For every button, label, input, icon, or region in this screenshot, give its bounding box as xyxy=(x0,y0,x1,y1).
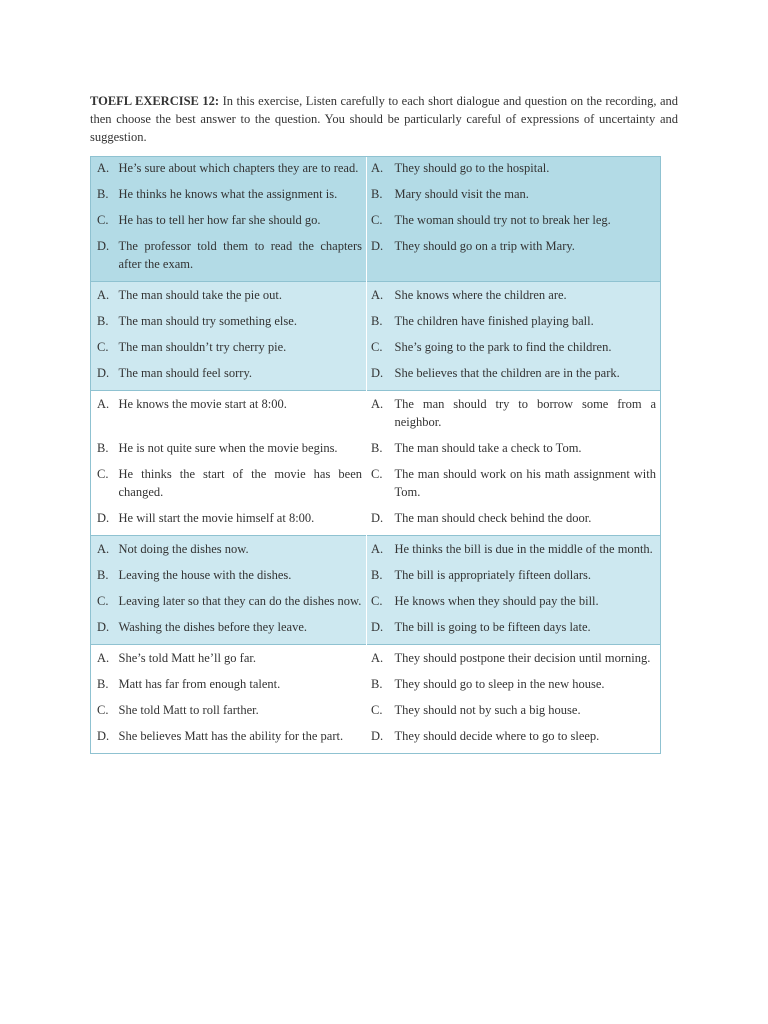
option-text: She believes that the children are in the park. xyxy=(395,356,661,391)
option-letter: B. xyxy=(367,177,395,203)
option-letter: D. xyxy=(91,719,119,754)
option-text: The man should take a check to Tom. xyxy=(395,431,661,457)
option-letter: D. xyxy=(91,356,119,391)
option-letter: C. xyxy=(367,457,395,501)
option-letter: C. xyxy=(91,457,119,501)
option-text: He has to tell her how far she should go. xyxy=(119,203,367,229)
option-text: The man should take the pie out. xyxy=(119,282,367,305)
option-text: They should go to the hospital. xyxy=(395,157,661,178)
answer-row xyxy=(91,330,661,356)
option-text: They should not by such a big house. xyxy=(395,693,661,719)
option-text: He is not quite sure when the movie begins. xyxy=(119,431,367,457)
option-letter: B. xyxy=(367,667,395,693)
option-letter: C. xyxy=(367,203,395,229)
option-letter: B. xyxy=(367,431,395,457)
option-letter: B. xyxy=(91,558,119,584)
option-text: Mary should visit the man. xyxy=(395,177,661,203)
option-letter: D. xyxy=(367,229,395,282)
option-text: She’s told Matt he’ll go far. xyxy=(119,645,367,668)
option-letter: D. xyxy=(91,501,119,536)
option-text: The bill is appropriately fifteen dollars. xyxy=(395,558,661,584)
option-letter: C. xyxy=(367,693,395,719)
option-text: The man should check behind the door. xyxy=(395,501,661,536)
option-text: The man should try to borrow some from a neighbor. xyxy=(395,391,661,432)
option-text: He thinks the start of the movie has been changed. xyxy=(119,457,367,501)
answer-row xyxy=(91,431,661,457)
exercise-heading: TOEFL EXERCISE 12: xyxy=(90,94,220,108)
answer-choices-body xyxy=(91,157,661,754)
answer-row xyxy=(91,693,661,719)
option-text: She believes Matt has the ability for the part. xyxy=(119,719,367,754)
option-letter: C. xyxy=(367,584,395,610)
answer-row xyxy=(91,645,661,668)
answer-row xyxy=(91,229,661,282)
option-letter: B. xyxy=(91,431,119,457)
exercise-instructions-text: In this exercise, Listen carefully to each short dialogue and question on the recording, and then choose the best answer to the question. You should be particularly careful of expressions of uncertainty and suggestion. xyxy=(90,94,679,144)
option-text: They should decide where to go to sleep. xyxy=(395,719,661,754)
option-letter: A. xyxy=(367,157,395,178)
option-letter: A. xyxy=(367,536,395,559)
option-text: They should postpone their decision until morning. xyxy=(395,645,661,668)
option-text: She’s going to the park to find the children. xyxy=(395,330,661,356)
answer-row xyxy=(91,304,661,330)
option-text: The man should try something else. xyxy=(119,304,367,330)
option-text: The children have finished playing ball. xyxy=(395,304,661,330)
option-text: They should go on a trip with Mary. xyxy=(395,229,661,282)
option-text: He thinks the bill is due in the middle of the month. xyxy=(395,536,661,559)
option-letter: A. xyxy=(91,391,119,432)
option-letter: C. xyxy=(91,330,119,356)
option-letter: A. xyxy=(367,645,395,668)
option-text: She knows where the children are. xyxy=(395,282,661,305)
option-letter: D. xyxy=(91,610,119,645)
answer-row xyxy=(91,391,661,432)
exercise-instructions xyxy=(90,92,678,146)
answer-row xyxy=(91,719,661,754)
option-letter: A. xyxy=(367,391,395,432)
answer-row xyxy=(91,501,661,536)
option-text: The professor told them to read the chapters after the exam. xyxy=(119,229,367,282)
option-text: The man should feel sorry. xyxy=(119,356,367,391)
option-letter: B. xyxy=(367,304,395,330)
option-text: Matt has far from enough talent. xyxy=(119,667,367,693)
answer-row xyxy=(91,558,661,584)
option-text: He knows when they should pay the bill. xyxy=(395,584,661,610)
option-text: Leaving later so that they can do the dishes now. xyxy=(119,584,367,610)
answer-row xyxy=(91,457,661,501)
option-text: He will start the movie himself at 8:00. xyxy=(119,501,367,536)
option-letter: A. xyxy=(91,282,119,305)
option-text: She told Matt to roll farther. xyxy=(119,693,367,719)
option-text: The woman should try not to break her leg. xyxy=(395,203,661,229)
option-text: Washing the dishes before they leave. xyxy=(119,610,367,645)
option-letter: B. xyxy=(91,304,119,330)
option-letter: A. xyxy=(91,157,119,178)
option-letter: C. xyxy=(91,584,119,610)
option-text: He knows the movie start at 8:00. xyxy=(119,391,367,432)
answer-row xyxy=(91,177,661,203)
option-letter: B. xyxy=(91,667,119,693)
answer-choices-table xyxy=(90,156,661,754)
option-letter: D. xyxy=(367,610,395,645)
answer-row xyxy=(91,203,661,229)
answer-row xyxy=(91,356,661,391)
option-letter: C. xyxy=(91,203,119,229)
option-text: They should go to sleep in the new house. xyxy=(395,667,661,693)
option-text: Not doing the dishes now. xyxy=(119,536,367,559)
option-text: The man should work on his math assignment with Tom. xyxy=(395,457,661,501)
option-letter: C. xyxy=(91,693,119,719)
option-letter: A. xyxy=(91,536,119,559)
answer-row xyxy=(91,282,661,305)
answer-row xyxy=(91,584,661,610)
option-letter: A. xyxy=(367,282,395,305)
option-letter: B. xyxy=(367,558,395,584)
option-letter: B. xyxy=(91,177,119,203)
answer-row xyxy=(91,157,661,178)
option-text: The man shouldn’t try cherry pie. xyxy=(119,330,367,356)
answer-row xyxy=(91,536,661,559)
option-text: He’s sure about which chapters they are to read. xyxy=(119,157,367,178)
option-text: The bill is going to be fifteen days late. xyxy=(395,610,661,645)
answer-row xyxy=(91,610,661,645)
option-letter: A. xyxy=(91,645,119,668)
option-letter: D. xyxy=(91,229,119,282)
option-letter: C. xyxy=(367,330,395,356)
option-text: He thinks he knows what the assignment is. xyxy=(119,177,367,203)
answer-row xyxy=(91,667,661,693)
option-letter: D. xyxy=(367,356,395,391)
option-letter: D. xyxy=(367,501,395,536)
option-text: Leaving the house with the dishes. xyxy=(119,558,367,584)
option-letter: D. xyxy=(367,719,395,754)
